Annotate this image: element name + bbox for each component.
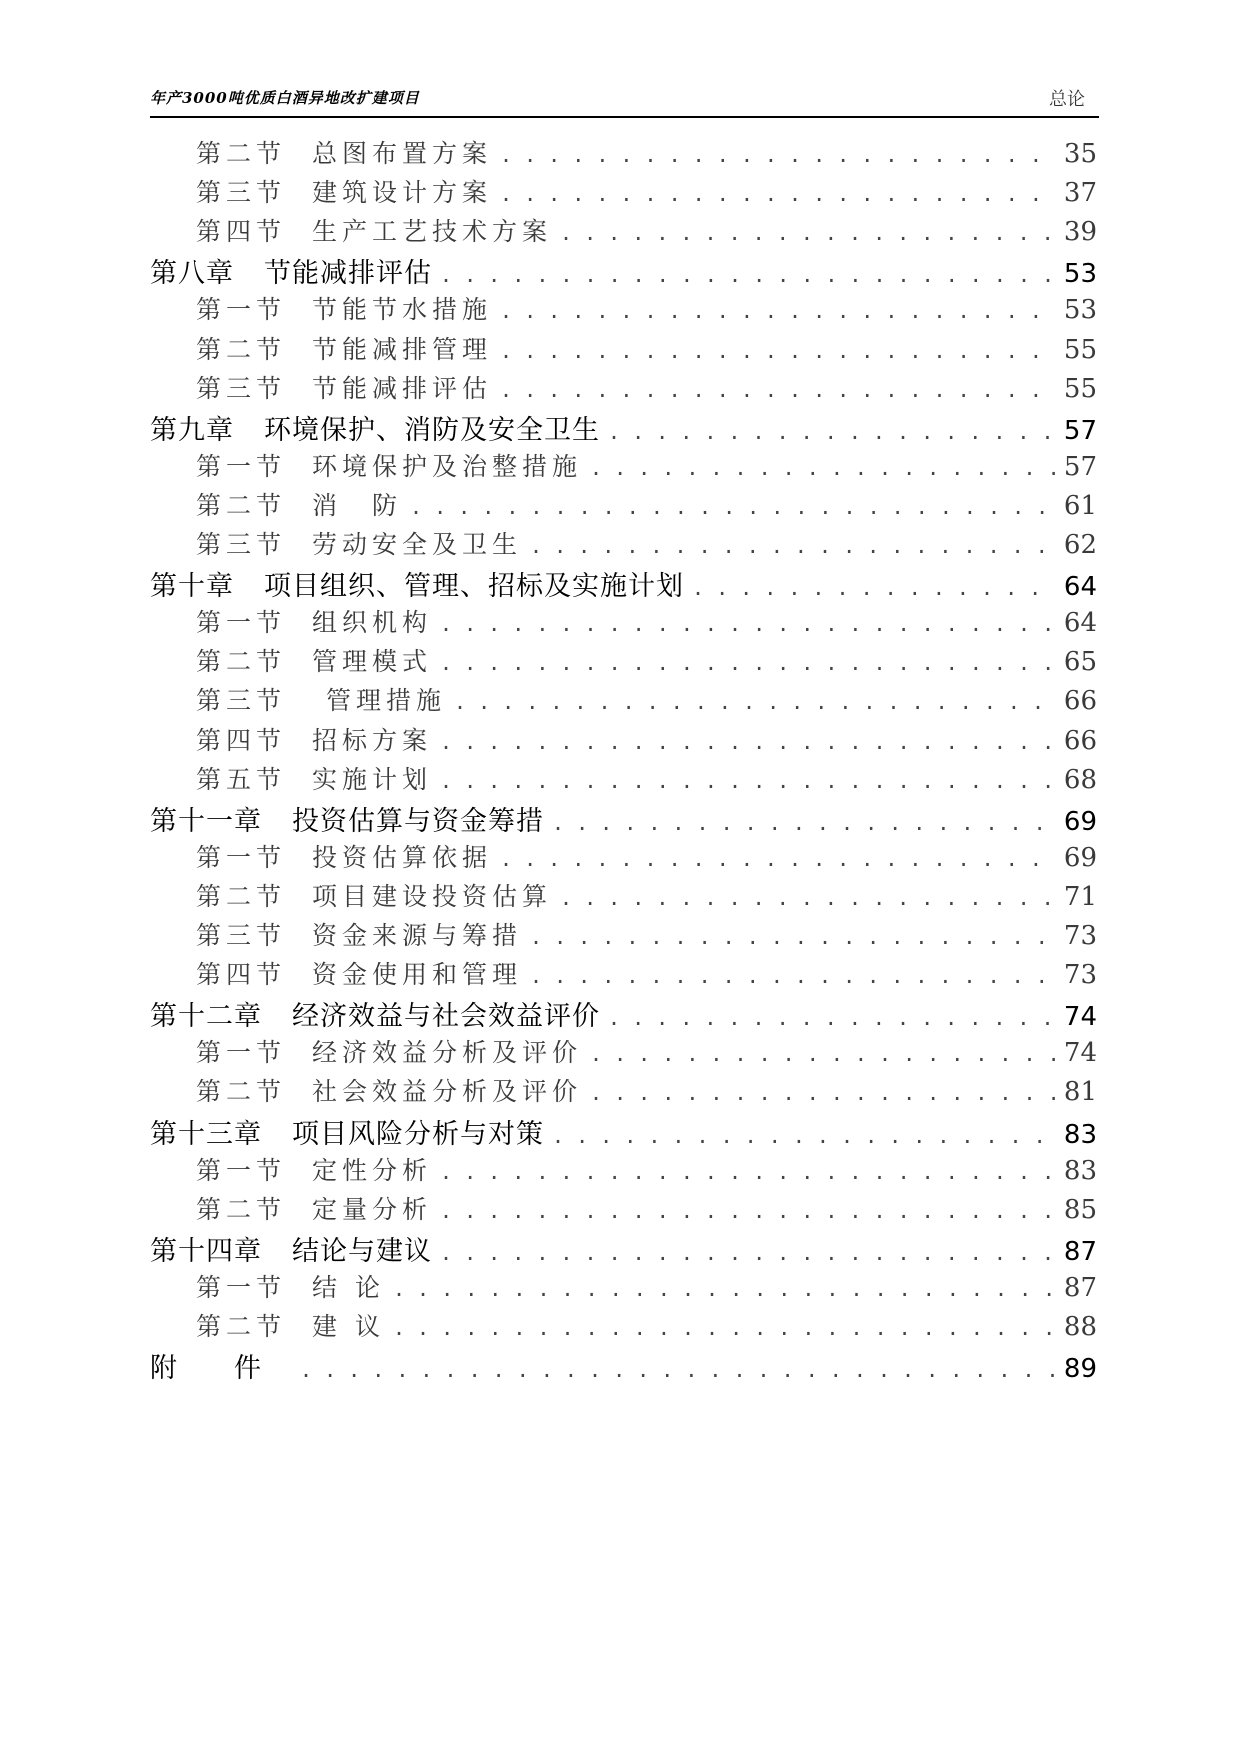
toc-section-entry[interactable] [196, 1072, 1097, 1116]
toc-entry-number: 第一节 [196, 608, 287, 638]
toc-dot-leader [393, 1316, 1058, 1340]
toc-page-number: 69 [1063, 842, 1097, 873]
toc-entry-title: 建 议 [312, 1312, 385, 1341]
toc-dot-leader [560, 886, 1058, 910]
toc-page-number: 85 [1063, 1194, 1097, 1225]
toc-page-number: 64 [1063, 608, 1097, 639]
toc-section-entry[interactable] [196, 486, 1097, 530]
toc-dot-leader [608, 420, 1058, 444]
toc-entry-number: 第一节 [196, 295, 287, 325]
toc-entry-number: 第二节 [196, 647, 287, 677]
toc-entry-title: 消 防 [312, 490, 403, 520]
toc-dot-leader [300, 1358, 1058, 1382]
toc-entry-number: 第二节 [196, 334, 287, 364]
toc-page-number: 68 [1063, 764, 1097, 795]
toc-section-entry[interactable] [196, 330, 1097, 374]
running-section-title: 总论 [1049, 89, 1085, 110]
toc-entry-title: 总图布置方案 [312, 139, 493, 168]
toc-page-number: 83 [1063, 1119, 1097, 1150]
toc-entry-title: 组织机构 [312, 608, 433, 638]
toc-entry-number: 第二节 [196, 881, 287, 911]
toc-page-number: 74 [1063, 1038, 1097, 1069]
toc-entry-number: 第二节 [196, 1077, 287, 1107]
toc-section-entry[interactable] [196, 369, 1097, 413]
toc-section-entry[interactable] [196, 1033, 1097, 1077]
toc-chapter-entry[interactable] [150, 251, 1097, 295]
toc-dot-leader [440, 651, 1058, 675]
toc-entry-number: 附 件 [150, 1353, 262, 1385]
toc-section-entry[interactable] [196, 525, 1097, 569]
toc-entry-number: 第二节 [196, 490, 287, 520]
toc-page-number: 57 [1063, 451, 1097, 482]
toc-dot-leader [440, 730, 1058, 754]
toc-section-entry[interactable] [196, 134, 1097, 178]
toc-entry-title: 经济效益与社会效益评价 [292, 1001, 600, 1033]
toc-page-number: 73 [1063, 921, 1097, 951]
toc-entry-number: 第二节 [196, 1312, 287, 1341]
toc-chapter-entry[interactable] [150, 408, 1097, 452]
toc-entry-title: 社会效益分析及评价 [312, 1077, 583, 1107]
toc-dot-leader [393, 1277, 1058, 1301]
toc-entry-number: 第十三章 [150, 1118, 262, 1150]
toc-entry-number: 第九章 [150, 414, 234, 446]
toc-section-entry[interactable] [196, 721, 1097, 765]
toc-section-entry[interactable] [196, 877, 1097, 921]
toc-entry-title: 节能减排评估 [264, 258, 432, 290]
toc-page-number: 71 [1063, 881, 1097, 912]
toc-dot-leader [500, 339, 1058, 363]
toc-section-entry[interactable] [196, 916, 1097, 960]
toc-page-number: 55 [1063, 334, 1097, 365]
document-title: 年产3000吨优质白酒异地改扩建项目 [150, 89, 420, 107]
toc-entry-number: 第一节 [196, 1155, 287, 1185]
toc-dot-leader [440, 612, 1058, 636]
toc-entry-title: 劳动安全及卫生 [312, 530, 523, 559]
toc-entry-number: 第一节 [196, 1038, 287, 1068]
toc-dot-leader [410, 495, 1058, 519]
toc-page-number: 35 [1063, 139, 1097, 169]
toc-section-entry[interactable] [196, 838, 1097, 882]
toc-section-entry[interactable] [196, 1307, 1097, 1351]
toc-entry-title: 招标方案 [312, 725, 433, 755]
toc-section-entry[interactable] [196, 603, 1097, 647]
toc-dot-leader [440, 1241, 1058, 1265]
toc-page-number: 53 [1063, 259, 1097, 290]
toc-entry-number: 第十四章 [150, 1235, 262, 1267]
toc-dot-leader [454, 690, 1058, 714]
toc-section-entry[interactable] [196, 290, 1097, 334]
toc-entry-title: 节能节水措施 [312, 295, 493, 325]
toc-page-number: 83 [1063, 1155, 1097, 1186]
toc-entry-title: 环境保护及治整措施 [312, 451, 583, 481]
toc-chapter-entry[interactable] [150, 1112, 1097, 1156]
toc-entry-title: 生产工艺技术方案 [312, 217, 553, 247]
toc-page-number: 53 [1063, 295, 1097, 326]
toc-dot-leader [440, 263, 1058, 287]
toc-entry-title: 结 论 [312, 1272, 385, 1302]
toc-entry-number: 第十一章 [150, 805, 262, 837]
toc-page-number: 64 [1063, 572, 1097, 603]
toc-section-entry[interactable] [196, 1151, 1097, 1195]
toc-dot-leader [552, 1124, 1058, 1148]
toc-dot-leader [608, 1006, 1058, 1030]
toc-section-entry[interactable] [196, 1190, 1097, 1234]
toc-chapter-entry[interactable] [150, 1346, 1097, 1390]
toc-page-number: 87 [1063, 1272, 1097, 1303]
toc-entry-title: 实施计划 [312, 764, 433, 794]
toc-entry-title: 节能减排评估 [312, 373, 493, 403]
toc-entry-number: 第五节 [196, 764, 287, 794]
toc-section-entry[interactable] [196, 1268, 1097, 1312]
page-header [150, 84, 1099, 118]
toc-entry-number: 第四节 [196, 217, 287, 247]
toc-page-number: 61 [1063, 490, 1097, 521]
toc-entry-title: 管理措施 [326, 686, 447, 716]
toc-page-number: 66 [1063, 686, 1097, 717]
toc-dot-leader [500, 378, 1058, 402]
toc-entry-number: 第四节 [196, 960, 287, 990]
toc-entry-number: 第八章 [150, 258, 234, 290]
toc-entry-number: 第三节 [196, 686, 287, 716]
toc-entry-title: 管理模式 [312, 647, 433, 677]
toc-chapter-entry[interactable] [150, 799, 1097, 843]
toc-dot-leader [530, 925, 1058, 949]
toc-page-number: 89 [1063, 1354, 1097, 1385]
toc-page-number: 81 [1063, 1077, 1097, 1108]
toc-dot-leader [440, 1160, 1058, 1184]
toc-dot-leader [590, 456, 1058, 480]
toc-entry-title: 投资估算依据 [312, 842, 493, 872]
toc-page-number: 39 [1063, 217, 1097, 248]
toc-entry-title: 投资估算与资金筹措 [292, 805, 544, 837]
toc-page-number: 66 [1063, 725, 1097, 756]
toc-dot-leader [440, 769, 1058, 793]
toc-entry-title: 项目建设投资估算 [312, 881, 553, 911]
toc-entry-title: 资金使用和管理 [312, 960, 523, 990]
toc-section-entry[interactable] [196, 760, 1097, 804]
toc-entry-title: 结论与建议 [292, 1235, 432, 1267]
toc-entry-title: 节能减排管理 [312, 334, 493, 364]
toc-dot-leader [500, 299, 1058, 323]
toc-dot-leader [500, 143, 1058, 167]
toc-page-number: 74 [1063, 1002, 1097, 1033]
toc-entry-title: 环境保护、消防及安全卫生 [264, 414, 600, 446]
toc-dot-leader [440, 1199, 1058, 1223]
toc-entry-title: 建筑设计方案 [312, 178, 493, 208]
toc-page-number: 73 [1063, 960, 1097, 991]
toc-entry-number: 第十二章 [150, 1001, 262, 1033]
toc-section-entry[interactable] [196, 173, 1097, 217]
toc-dot-leader [530, 534, 1058, 558]
toc-dot-leader [692, 576, 1058, 600]
toc-dot-leader [590, 1042, 1058, 1066]
toc-entry-number: 第一节 [196, 842, 287, 872]
toc-page-number: 62 [1063, 530, 1097, 560]
toc-entry-number: 第四节 [196, 725, 287, 755]
toc-entry-number: 第三节 [196, 178, 287, 208]
toc-section-entry[interactable] [196, 955, 1097, 999]
toc-section-entry[interactable] [196, 681, 1097, 725]
toc-page-number: 69 [1063, 806, 1097, 837]
toc-section-entry[interactable] [196, 447, 1097, 491]
toc-entry-title: 项目组织、管理、招标及实施计划 [264, 571, 684, 603]
toc-dot-leader [552, 811, 1058, 835]
toc-entry-number: 第三节 [196, 373, 287, 403]
toc-section-entry[interactable] [196, 212, 1097, 256]
toc-page-number: 37 [1063, 178, 1097, 209]
toc-entry-number: 第一节 [196, 1272, 287, 1302]
toc-entry-number: 第二节 [196, 139, 287, 168]
toc-entry-number: 第三节 [196, 530, 287, 559]
toc-entry-title: 项目风险分析与对策 [292, 1118, 544, 1150]
toc-page-number: 55 [1063, 373, 1097, 404]
toc-dot-leader [500, 182, 1058, 206]
toc-entry-title: 定量分析 [312, 1194, 433, 1224]
toc-chapter-entry[interactable] [150, 1229, 1097, 1273]
toc-dot-leader [560, 221, 1058, 245]
toc-entry-number: 第十章 [150, 571, 234, 603]
toc-entry-number: 第一节 [196, 451, 287, 481]
toc-entry-title: 定性分析 [312, 1155, 433, 1185]
toc-chapter-entry[interactable] [150, 564, 1097, 608]
toc-entry-number: 第二节 [196, 1194, 287, 1224]
toc-chapter-entry[interactable] [150, 994, 1097, 1038]
toc-dot-leader [590, 1081, 1058, 1105]
toc-dot-leader [500, 847, 1058, 871]
toc-section-entry[interactable] [196, 642, 1097, 686]
toc-entry-title: 经济效益分析及评价 [312, 1038, 583, 1068]
toc-entry-number: 第三节 [196, 921, 287, 950]
toc-entry-title: 资金来源与筹措 [312, 921, 523, 950]
toc-page-number: 87 [1063, 1236, 1097, 1267]
toc-page-number: 57 [1063, 415, 1097, 446]
toc-dot-leader [530, 964, 1058, 988]
toc-page-number: 88 [1063, 1312, 1097, 1342]
toc-page-number: 65 [1063, 647, 1097, 678]
